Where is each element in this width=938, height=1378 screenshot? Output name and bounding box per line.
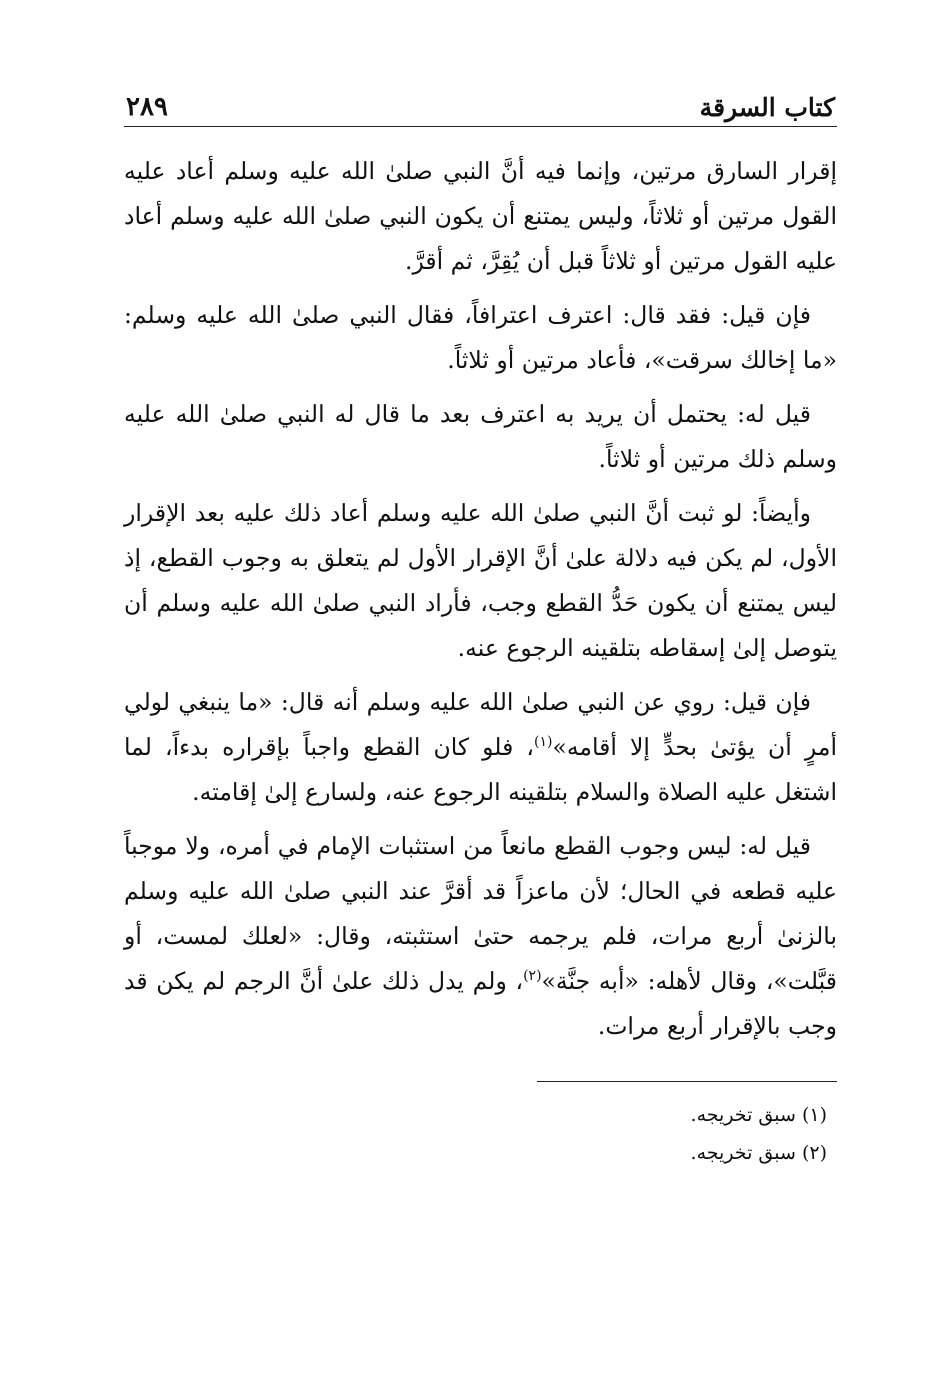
- paragraph-6: [124, 824, 837, 1049]
- paragraph-1: إقرار السارق مرتين، وإنما فيه أنَّ النبي صلىٰ الله عليه وسلم أعاد عليه القول مرتين أو ثلاثاً، وليس يمتنع أن يكون النبي صلىٰ الله عليه وسلم أعاد عليه القول مرتين أو ثلاثاً قبل أن يُقِرَّ، ثم أقرَّ.: [124, 157, 837, 275]
- footnote-2: (٢) سبق تخريجه.: [690, 1142, 827, 1164]
- paragraph-5-text-b: ، فلو كان القطع واجباً بإقراره بدءاً، لما اشتغل عليه الصلاة والسلام بتلقينه الرجوع عنه، ولسارع إلىٰ إقامته.: [124, 733, 837, 806]
- footnote-ref-1: (١): [533, 734, 553, 751]
- paragraph-6-text-a: قيل له: ليس وجوب القطع مانعاً من استثبات الإمام في أمره، ولا موجباً عليه قطعه في الحال؛ لأن ماعزاً قد أقرَّ عند النبي صلىٰ الله عليه وسلم بالزنىٰ أربع مرات، فلم يرجمه حتىٰ استثبته، وقال: «لعلك لمست، أو قبَّلت»، وقال لأهله: «أبه جنَّة»: [124, 832, 837, 995]
- paragraph-3: قيل له: يحتمل أن يريد به اعترف بعد ما قال له النبي صلىٰ الله عليه وسلم ذلك مرتين أو ثلاثاً.: [124, 400, 837, 473]
- paragraph-2: فإن قيل: فقد قال: اعترف اعترافاً، فقال النبي صلىٰ الله عليه وسلم: «ما إخالك سرقت»، فأعاد مرتين أو ثلاثاً.: [124, 301, 837, 374]
- body-text: [124, 149, 837, 1049]
- page-number: ٢٨٩: [126, 92, 168, 122]
- paragraph-5-text-a: فإن قيل: روي عن النبي صلىٰ الله عليه وسلم أنه قال: «ما ينبغي لولي أمرٍ أن يؤتىٰ بحدٍّ إلا أقامه»: [124, 688, 838, 761]
- footnote-1: (١) سبق تخريجه.: [690, 1104, 827, 1126]
- chapter-title: كتاب السرقة: [699, 93, 835, 122]
- footnote-divider: [537, 1081, 837, 1082]
- paragraph-5: [124, 680, 837, 815]
- running-header: [124, 78, 837, 127]
- paragraph-6-text-b: ، ولم يدل ذلك علىٰ أنَّ الرجم لم يكن قد وجب بالإقرار أربع مرات.: [124, 967, 837, 1040]
- book-page: [124, 78, 837, 1172]
- paragraph-4: وأيضاً: لو ثبت أنَّ النبي صلىٰ الله عليه وسلم أعاد ذلك عليه بعد الإقرار الأول، لم يكن فيه دلالة علىٰ أنَّ الإقرار الأول لم يتعلق به وجوب القطع، إذ ليس يمتنع أن يكون حَدُّ القطع وجب، فأراد النبي صلىٰ الله عليه وسلم أن يتوصل إلىٰ إسقاطه بتلقينه الرجوع عنه.: [124, 499, 837, 662]
- footnotes: [124, 1096, 837, 1172]
- footnote-ref-2: (٢): [523, 968, 542, 985]
